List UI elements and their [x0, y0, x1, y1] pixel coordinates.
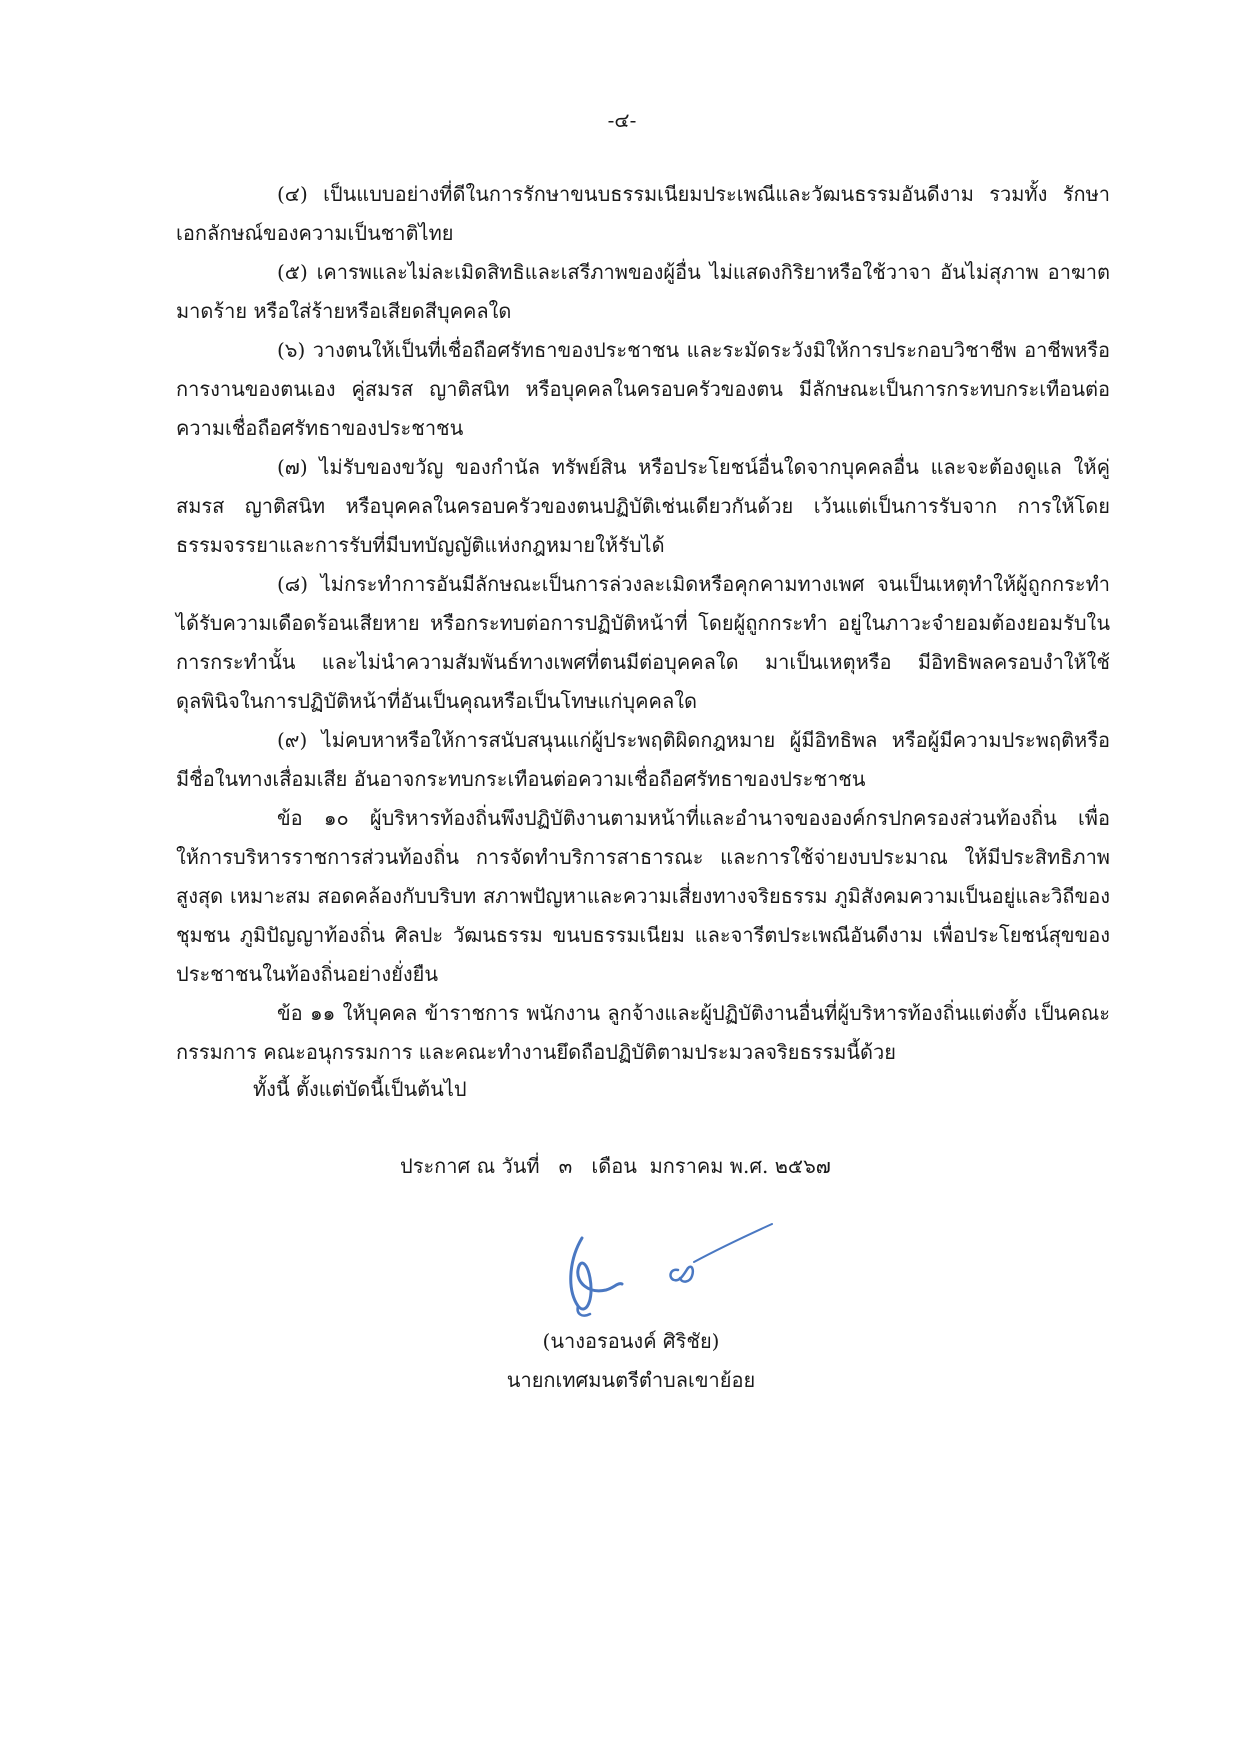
page-number: -๔- [607, 108, 637, 132]
announcement-date: ประกาศ ณ วันที่ ๓ เดือน มกราคม พ.ศ. ๒๕๖๗ [400, 1154, 831, 1178]
paragraph-item-7: (๗) ไม่รับของขวัญ ของกำนัล ทรัพย์สิน หรือประโยชน์อื่นใดจากบุคคลอื่น และจะต้องดูแล ให้คู่สมรส ญาติสนิท หรือบุคคลในครอบครัวของตนปฏิบัติเช่นเดียวกันด้วย เว้นแต่เป็นการรับจาก การให้โดยธรรมจรรยาและการรับที่มีบทบัญญัติแห่งกฎหมายให้รับได้ [176, 455, 1110, 557]
paragraph-item-8: (๘) ไม่กระทำการอันมีลักษณะเป็นการล่วงละเมิดหรือคุกคามทางเพศ จนเป็นเหตุทำให้ผู้ถูกกระทำได้รับความเดือดร้อนเสียหาย หรือกระทบต่อการปฏิบัติหน้าที่ โดยผู้ถูกกระทำ อยู่ในภาวะจำยอมต้องยอมรับในการกระทำนั้น และไม่นำความสัมพันธ์ทางเพศที่ตนมีต่อบุคคลใด มาเป็นเหตุหรือ มีอิทธิพลครอบงำให้ใช้ดุลพินิจในการปฏิบัติหน้าที่อันเป็นคุณหรือเป็นโทษแก่บุคคลใด [176, 572, 1110, 713]
closing-statement: ทั้งนี้ ตั้งแต่บัดนี้เป็นต้นไป [253, 1077, 467, 1101]
handwritten-signature [560, 1218, 780, 1328]
signer-title: นายกเทศมนตรีตำบลเขาย้อย [506, 1368, 756, 1392]
document-body [176, 175, 1110, 1072]
paragraph-item-5: (๕) เคารพและไม่ละเมิดสิทธิและเสรีภาพของผู้อื่น ไม่แสดงกิริยาหรือใช้วาจา อันไม่สุภาพ อาฆาตมาดร้าย หรือใส่ร้ายหรือเสียดสีบุคคลใด [176, 260, 1110, 323]
paragraph-item-6: (๖) วางตนให้เป็นที่เชื่อถือศรัทธาของประชาชน และระมัดระวังมิให้การประกอบวิชาชีพ อาชีพหรือการงานของตนเอง คู่สมรส ญาติสนิท หรือบุคคลในครอบครัวของตน มีลักษณะเป็นการกระทบกระเทือนต่อความเชื่อถือศรัทธาของประชาชน [176, 338, 1110, 440]
signer-name: (นางอรอนงค์ ศิริชัย) [542, 1329, 720, 1353]
paragraph-item-9: (๙) ไม่คบหาหรือให้การสนับสนุนแก่ผู้ประพฤติผิดกฎหมาย ผู้มีอิทธิพล หรือผู้มีความประพฤติหรือมีชื่อในทางเสื่อมเสีย อันอาจกระทบกระเทือนต่อความเชื่อถือศรัทธาของประชาชน [176, 728, 1110, 791]
clause-10: ข้อ ๑๐ ผู้บริหารท้องถิ่นพึงปฏิบัติงานตามหน้าที่และอำนาจขององค์กรปกครองส่วนท้องถิ่น เพื่อให้การบริหารราชการส่วนท้องถิ่น การจัดทำบริการสาธารณะ และการใช้จ่ายงบประมาณ ให้มีประสิทธิภาพสูงสุด เหมาะสม สอดคล้องกับบริบท สภาพปัญหาและความเสี่ยงทางจริยธรรม ภูมิสังคมความเป็นอยู่และวิถีของชุมชน ภูมิปัญญาท้องถิ่น ศิลปะ วัฒนธรรม ขนบธรรมเนียม และจารีตประเพณีอันดีงาม เพื่อประโยชน์สุขของประชาชนในท้องถิ่นอย่างยั่งยืน [176, 806, 1110, 986]
paragraph-item-4: (๔) เป็นแบบอย่างที่ดีในการรักษาขนบธรรมเนียมประเพณีและวัฒนธรรมอันดีงาม รวมทั้ง รักษาเอกลักษณ์ของความเป็นชาติไทย [176, 182, 1110, 245]
clause-11: ข้อ ๑๑ ให้บุคคล ข้าราชการ พนักงาน ลูกจ้างและผู้ปฏิบัติงานอื่นที่ผู้บริหารท้องถิ่นแต่งตั้ง เป็นคณะกรรมการ คณะอนุกรรมการ และคณะทำงานยึดถือปฏิบัติตามประมวลจริยธรรมนี้ด้วย [176, 1001, 1110, 1064]
